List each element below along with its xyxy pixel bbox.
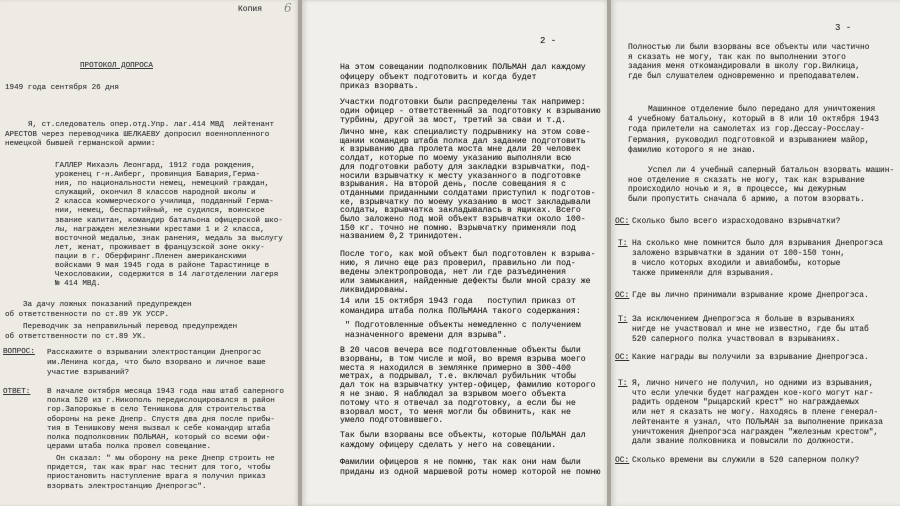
question-label: ОС: (615, 353, 630, 362)
copy-mark: Копия (238, 5, 263, 14)
paragraph: В 20 часов вечера все подготовленные объекты были взорваны, в том числе и мой, во время взрыва моего места я находился в землянке примерно в 300-400 метрах, а подрывал, т.е. включал рубильник чтобы дал ток на взрывчатку унтер-офицер, фамилию которого я не знаю. Я наблюдал за взрывом моего объекта потому что я отвечал за подготовку, а если бы не взорвал мост, то меня могли бы обвинить, как не умело подготовившего. (340, 346, 596, 426)
paragraph-warning-translator: Переводчик за неправильный перевод предупрежден об ответственности по ст.89 УК. (5, 323, 238, 341)
question-label: ОС: (615, 291, 630, 300)
question-label: ВОПРОС: (3, 348, 35, 356)
paragraph: Фамилии офицеров я не помню, так как они нам были приданы из одной маршевой роты номер которой не помню (340, 458, 601, 477)
document-date: 1949 года сентября 26 дня (5, 84, 119, 92)
answer-text: В начале октября месяца 1943 года наш штаб саперного полка 520 из г.Никополь передислоцировался в район гор.Запорожье в село Тенишкова для строительства обороны на реке Днепр. Спустя два дня после прибы- тия в Тенишкову меня вызвал к себе командир штаба полка подполковник ПОЛЬМАН, который со всеми офи- церами штаба полка провел совещание. (47, 388, 284, 452)
page-number: 3 - (835, 23, 852, 33)
paragraph: Участки подготовки были распределены так например: один офицер - ответственный за подготовку к взрыванию турбины, другой за мост, третий за сваи и т.д. (340, 98, 601, 125)
answer-label: Т: (618, 315, 628, 324)
paragraph: Лично мне, как специалисту подрывнику на этом сове- щании командир штаба полка дал задание подготовить к взрыванию два пролета моста мне дали 20 человек солдат, которые по моему указанию выполняли всю для подготовки работу для закладки взрывчатки, под- носили взрывчатку к месту указанного в подготовке взрывания. На второй день, после совещания я с отданными приданными солдатами приступил к подготов- ке, взрывчатку по моему указанию в мост закладывали солдаты, взрывчатка закладывалась в ящиках. Всего было заложено под мой объект взрывчатки около 100- 150 кг. точно не помню. Взрывчатку применяли под названием 0,2 тринидотен. (340, 128, 596, 242)
paragraph: Так были взорваны все объекты, которые ПОЛЬМАН дал каждому офицеру сделать у него на совещании. (340, 431, 586, 450)
paragraph: После того, как мой объект был подготовлен к взрыва- нию, я лично еще раз проверил, правильно ли под- ведены электропровода, нет ли где разъединения или замыкания, найденные дефекты были мной сразу же ликвидированы. (340, 250, 596, 295)
question-label: ОС: (615, 217, 630, 226)
question-label: ОС: (615, 456, 630, 465)
answer-text: На сколько мне помнится было для взрывания Днепрогэса заложено взрывчатки в здании от 100-150 тонн, в число которых входили и авиабомбы, которые также применяли для взрывания. (632, 239, 883, 278)
handwritten-page-number: 6 (284, 1, 292, 15)
page-3 (611, 0, 900, 506)
answer-label: Т: (618, 379, 628, 388)
answer-text: За исключением Днепрогэса я больше в взрываниях нигде не участвовал и мне не известно, где бы штаб 520 саперного полка участвовал в взрываниях. (632, 315, 869, 344)
paragraph: Успел ли 4 учебный саперный батальон взорвать машин- ное отделение я сказать не могу, так как взрывание происходило ночью и я, в процессе, мы дежурным были пропустить сначала 6 армию, а потом взорвать. (628, 166, 895, 204)
paragraph: Машинное отделение было передано для уничтожения 4 учебному батальону, который в 8 или 10 октября 1943 года прилетели на самолетах из гор.Дессау-Росслау- Германия, руководил подготовкой и взрыванием майор, фамилию которого я не знаю. (628, 105, 879, 155)
page-number: 2 - (540, 36, 557, 46)
paragraph: Полностью ли были взорваны все объекты или частично я сказать не могу, так как по выполнении этого задания меня откомандировали в школу гор.Вилкица, где был слушателем одновременно и преподавателем. (628, 43, 870, 82)
paragraph: 14 или 15 октября 1943 года поступил приказ от командира штаба полка ПОЛЬМАНА такого содержания: (340, 297, 581, 316)
page-2 (302, 0, 607, 506)
answer-text-continued: Он сказал: " мы оборону на реке Днепр строить не придется, так как враг нас теснит для того, чтобы приостановить наступление врага я получил приказ взорвать электростанцию Днепрогэс". (47, 455, 275, 491)
answer-text: Я, лично ничего не получил, но одними из взрывания, что если улечки будет награжден кое-кого могут наг- радить орденом "рыцарский крест" но награждаемых или нет я сказать не могу. Находясь в плене генерал- лейтенанте я узнал, что ПОЛЬМАН за выполнение приказа уничтожения Днепрогэса награжден "железным крестом", дали звание полковника и повысили по должности. (632, 379, 883, 447)
question-text: Где вы лично принимали взрывание кроме Днепрогэса. (632, 291, 869, 300)
answer-label: Т: (618, 239, 628, 248)
paragraph-warning-perjury: За дачу ложных показаний предупрежден об ответственности по ст.89 УК УССР. (5, 301, 192, 319)
question-text: Расскажите о взрывании электростанции Днепрогэс им.Ленина когда, что было взорвано и личное ваше участие взрываний? (47, 349, 266, 377)
document-title: ПРОТОКОЛ ДОПРОСА (80, 62, 153, 70)
paragraph-quote: " Подготовленные объекты немедленно с получением назначенного времени для взрыва". (345, 321, 581, 340)
question-text: Сколько времени вы служили в 520 саперном полку? (632, 456, 860, 465)
paragraph: На этом совещании подполковник ПОЛЬМАН дал каждому офицеру объект подготовить и когда будет приказ взорвать. (340, 63, 586, 91)
answer-label: ОТВЕТ: (3, 388, 31, 396)
question-text: Сколько было всего израсходовано взрывчатки? (632, 217, 841, 226)
question-text: Какие награды вы получили за взрывание Днепрогэса. (632, 353, 869, 362)
paragraph-biography: ГАЛЛЕР Михаэль Леонгард, 1912 года рождения, уроженец г-н.Аиберг, провинция Бавария,Герма- ния, по национальности немец, немецкий граждан, служащий, окончил 8 классов народной школы и 2 класса коммерческого училища, подданный Герма- нии, немец, беспартийный, не судился, воинское звание капитан, командир батальона офицерской шко- лы, награжден железными крестами 1 и 2 класса, восточной медалью, знак ранения, медаль за выслугу лет, женат, проживает в французской зоне окку- пации в г. Оберфиринг.Пленен американскими войсками 9 мая 1945 года в районе Тарастинице в Чехословакии, содержится в 14 лаготделении лагеря № 414 МВД. (55, 162, 283, 289)
page-1 (0, 0, 298, 506)
paragraph-intro: Я, ст.следователь опер.отд.Упр. лаг.414 МВД лейтенант АРЕСТОВ через переводчика ШЕЛКАЕВУ допросил военнопленного немецкой бывшей германской армии: (5, 121, 275, 148)
